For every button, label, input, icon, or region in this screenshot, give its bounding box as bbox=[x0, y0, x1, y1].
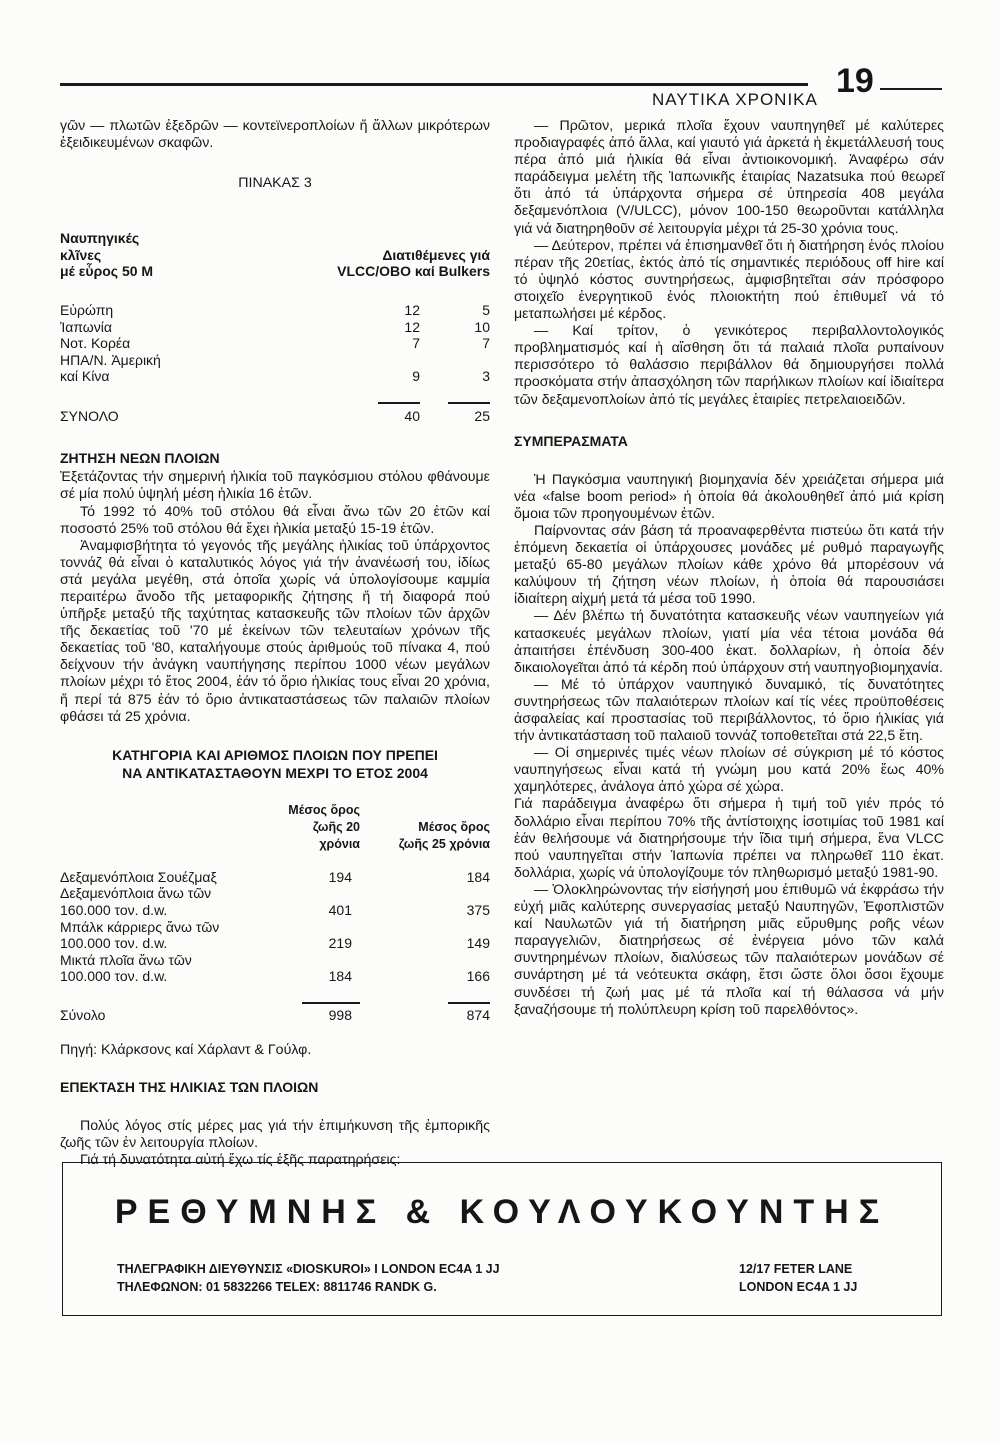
table-row: Μπάλκ κάρριερς ἄνω τῶν 100.000 τον. d.w. 219 149 bbox=[60, 918, 490, 952]
table3-header-col2: Διατιθέμενες γιά VLCC/OBO καί Bulkers bbox=[337, 246, 490, 280]
table-row: Νοτ. Κορέα 7 7 bbox=[60, 335, 490, 352]
extension-p1: Πολύς λόγος στίς μέρες μας γιά τήν ἐπιμήκυνση τῆς ἐμπορικῆς ζωῆς τῶν ἐν λειτουργία πλοίων. bbox=[60, 1118, 490, 1152]
table-row: Δεξαμενόπλοια Σουέζμαξ 194 184 bbox=[60, 868, 490, 885]
telegraphic-address: ΤΗΛΕΓΡΑΦΙΚΗ ΔΙΕΥΘΥΝΣΙΣ «DIOSKUROI» I LONDON EC4A 1 JJ bbox=[117, 1262, 500, 1276]
conclusions-p1: Ἡ Παγκόσμια ναυπηγική βιομηχανία δέν χρειάζεται σήμερα μιά νέα «false boom period» ἡ ὁποία θά ἀκολουθηθεῖ ἀπό μιά κρίση ὅμοια τῶν προηγουμένων ἐτῶν. bbox=[514, 471, 944, 522]
phone-telex: ΤΗΛΕΦΩΝΟΝ: 01 5832266 TELEX: 8811746 RANDK G. bbox=[117, 1280, 437, 1294]
conclusions-heading: ΣΥΜΠΕΡΑΣΜΑΤΑ bbox=[514, 432, 628, 449]
publication-title: ΝΑΥΤΙΚΑ ΧΡΟΝΙΚΑ bbox=[652, 90, 818, 109]
intro-paragraph: γῶν — πλωτῶν ἐξεδρῶν — κοντεϊνεροπλοίων ἤ ἄλλων μικρότερων ἐξειδικευμένων σκαφῶν. bbox=[60, 118, 490, 152]
sum-line bbox=[302, 1002, 360, 1004]
advertiser-name: ΡΕΘΥΜΝΗΣ & ΚΟΥΛΟΥΚΟΥΝΤΗΣ bbox=[114, 1193, 890, 1231]
page-number: 19 bbox=[836, 62, 874, 100]
street-address: 12/17 FETER LANE bbox=[739, 1262, 853, 1276]
right-p1: — Πρῶτον, μερικά πλοῖα ἔχουν ναυπηγηθεῖ μέ καλύτερες προδιαγραφές ἀπό ἄλλα, καί γιαυτό γιά ἀρκετά ἡ ἐκμετάλλευσή τους πέρα ἀπό μιά ἡλικία θά εἶναι ἀντιοικονομική. Ἀναφέρω σάν παράδειγμα μελέτη τῆς Ἰαπωνικῆς ἑταιρίας Nazatsuka πού θεωρεῖ ὅτι ἀπό τά ὑπάρχοντα σήμερα σέ ὑπηρεσία 408 μεγάλα δεξαμενόπλοια (V/ULCC), μόνον 100-150 θεωροῦνται κατάλληλα γιά νά διατηρηθοῦν σέ λειτουργία μέχρι τά 25-30 χρόνια τους. bbox=[514, 118, 944, 237]
right-column bbox=[514, 118, 944, 1019]
demand-p2: Τό 1992 τό 40% τοῦ στόλου θά εἶναι ἄνω τῶν 20 ἐτῶν καί ποσοστό 25% τοῦ στόλου θά ἔχει ἡλικία μεταξύ 15-19 ἐτῶν. bbox=[60, 503, 490, 537]
table4-source: Πηγή: Κλάρκσονς καί Χάρλαντ & Γούλφ. bbox=[60, 1042, 312, 1059]
table-row: Ἰαπωνία 12 10 bbox=[60, 318, 490, 335]
sum-line bbox=[448, 402, 490, 404]
total-row: ΣΥΝΟΛΟ 40 25 bbox=[60, 407, 490, 424]
conclusions-p5: — Οἱ σημερινές τιμές νέων πλοίων σέ σύγκριση μέ τό κόστος ναυπηγήσεως εἶναι κατά τή γνώμη μου κατά 20% ἕως 40% χαμηλότερες, ἀνάλογα ἀπό χώρα σέ χώρα. bbox=[514, 745, 944, 796]
right-p3: — Καί τρίτον, ὁ γενικότερος περιβαλλοντολογικός προβληματισμός καί ἡ αἴσθηση ὅτι τά παλαιά πλοῖα ρυπαίνουν περισσότερο τό θαλάσσιο περιβάλλον θά δημιουργήσει πολλά προσκόματα στήν ἀπασχόληση τῶν παρήλικων πλοίων καί ἰδιαίτερα τῶν δεξαμενοπλοίων ἀπό τίς μεγάλες ἑταιρίες πετρελαιοειδῶν. bbox=[514, 323, 944, 408]
table-row: Εὐρώπη 12 5 bbox=[60, 302, 490, 319]
table-row: Μικτά πλοῖα ἄνω τῶν 100.000 τον. d.w. 184 166 bbox=[60, 951, 490, 985]
table3-title: ΠΙΝΑΚΑΣ 3 bbox=[238, 175, 312, 192]
conclusions-p7: — Ὁλοκληρώνοντας τήν εἰσήγησή μου ἐπιθυμῶ νά ἐκφράσω τήν εὐχή μιᾶς καλύτερης συνεργασίας μεταξύ Ναυπηγῶν, Ἐφοπλιστῶν καί Ναυλωτῶν γιά τή διατήρηση μιᾶς εὔρυθμης ροῆς νέων παραγγελιῶν, διατηρήσεως σέ ἐνέργεια μόνο τῶν καλά συντηρημένων πλοίων, διαλύσεως τῶν παλαιότερων μονάδων σέ συνάρτηση μέ τά νεότευκτα σκάφη, ἔτσι ὥστε ὅλοι ὅσοι ἔχουμε συνδέσει τή ζωή μας μέ τά πλοῖα καί τή θάλασσα νά μήν ξαναζήσουμε τή πολύπλευρη κρίση τοῦ παρελθόντος». bbox=[514, 881, 944, 1018]
total-row: Σύνολο 998 874 bbox=[60, 1007, 490, 1024]
table-row: Δεξαμενόπλοια ἄνω τῶν 160.000 τον. d.w. 401 375 bbox=[60, 885, 490, 918]
conclusions-p6: Γιά παράδειγμα ἀναφέρω ὅτι σήμερα ἡ τιμή τοῦ γιέν πρός τό δολλάριο εἶναι περίπου 70% τῆς ἀντίστοιχης ἰσοτιμίας τοῦ 1981 καί ἐάν θελήσουμε νά διατηρήσουμε τήν ἴδια τιμή σήμερα, ἕνα VLCC πού ναυπηγεῖται στήν Ἰαπωνία πρέπει να πληρωθεῖ 110 ἑκατ. δολλάρια, χωρίς νά ὑπολογίζουμε τόν πληθωρισμό μεταξύ 1981-90. bbox=[514, 796, 944, 881]
extension-heading: ΕΠΕΚΤΑΣΗ ΤΗΣ ΗΛΙΚΙΑΣ ΤΩΝ ΠΛΟΙΩΝ bbox=[60, 1079, 319, 1096]
right-p2: — Δεύτερον, πρέπει νά ἐπισημανθεῖ ὅτι ἡ διατήρηση ἑνός πλοίου πέραν τῆς 20ετίας, ἐκτός ἀπό τίς σημαντικές περιόδους off hire καί τό ὑψηλό κόστος συντηρήσεως, ἀμφισβητεῖται σάν πρόσφορο στοιχεῖο ἐνεργητικοῦ ἑνός πλοιοκτήτη πού ἐπιθυμεῖ νά τό μεταπωλήσει μέ κέρδος. bbox=[514, 237, 944, 323]
advertisement-box bbox=[62, 1162, 942, 1316]
demand-p3: Ἀναμφισβήτητα τό γεγονός τῆς μεγάλης ἡλικίας τοῦ ὑπάρχοντος τοννάζ θά εἶναι ὁ καταλυτικός λόγος γιά τήν ἀνανέωσή του, ἰδίως στά μεγάλα μεγέθη, στά ὁποῖα χωρίς νά ὑπολογίσουμε καμμία περαιτέρω ἄνοδο τῆς μεταφορικῆς ζήτησης ἤ τή διαφορά πού ὑπῆρξε μεταξύ τῆς ταχύτητας κατασκευῆς τῶν πλοίων τῶν ἀρχῶν τῆς δεκαετίας τοῦ '70 μέ ἐκείνων τῶν τελευταίων χρόνων τῆς δεκαετίας τοῦ '80, καταλήγουμε στούς ἀριθμούς τοῦ πίνακα 4, πού δείχνουν τήν ἀνάγκη ναυπήγησης περίπου 1000 νέων μεγάλων πλοίων μέχρι τό ἔτος 2004, ἐάν τό ὅριο ἡλικίας τους εἶναι 20 χρόνια, ἤ περί τά 875 ἐάν τό ὅριο ἀντικαταστάσεως τῶν παλαιῶν πλοίων φθάσει τά 25 χρόνια. bbox=[60, 537, 490, 725]
sum-line bbox=[378, 402, 420, 404]
demand-heading: ΖΗΤΗΣΗ ΝΕΩΝ ΠΛΟΙΩΝ bbox=[60, 450, 220, 467]
table4 bbox=[60, 802, 490, 1024]
city-address: LONDON EC4A 1 JJ bbox=[739, 1280, 858, 1294]
conclusions-p4: — Μέ τό ὑπάρχον ναυπηγικό δυναμικό, τίς δυνατότητες συντηρήσεως τῶν παλαιότερων πλοίων καί τίς νέες προϋποθέσεις ἀσφαλείας καί προστασίας τοῦ περιβάλλοντος, τό ὅριο ἡλικίας γιά τήν ἀντικατάσταση τοῦ παλαιοῦ τοννάζ τοποθετεῖται στά 22,5 ἔτη. bbox=[514, 676, 944, 745]
conclusions-p3: — Δέν βλέπω τή δυνατότητα κατασκευῆς νέων ναυπηγείων γιά κατασκευές μεγάλων πλοίων, γιατί μία νέα τέτοια μονάδα θά ἀπαιτήσει ἐπένδυση 300-400 ἑκατ. δολλαρίων, ἡ ὁποία δέν δικαιολογεῖται ἀπό τά κέρδη πού ὑπάρχουν στή ναυπηγοβιομηχανία. bbox=[514, 608, 944, 676]
table4-title-line1: ΚΑΤΗΓΟΡΙΑ ΚΑΙ ΑΡΙΘΜΟΣ ΠΛΟΙΩΝ ΠΟΥ ΠΡΕΠΕΙ bbox=[112, 746, 438, 763]
table3 bbox=[60, 230, 490, 424]
header-rule-right bbox=[880, 88, 942, 90]
extension-p2: Γιά τή δυνατότητα αὐτή ἔχω τίς ἑξῆς παρατηρήσεις: bbox=[80, 1152, 401, 1169]
table4-col2-header: Μέσος ὅρος ζωῆς 25 χρόνια bbox=[398, 819, 490, 851]
demand-p1: Ἐξετάζοντας τήν σημερινή ἡλικία τοῦ παγκόσμιου στόλου φθάνουμε σέ μία πολύ ὑψηλή μέση ἡλικία 16 ἐτῶν. bbox=[60, 469, 490, 503]
header-rule bbox=[60, 83, 808, 86]
left-column bbox=[60, 118, 490, 1170]
table4-title-line2: ΝΑ ΑΝΤΙΚΑΤΑΣΤΑΘΟΥΝ ΜΕΧΡΙ ΤΟ ΕΤΟΣ 2004 bbox=[122, 764, 428, 781]
conclusions-p2: Παίρνοντας σάν βάση τά προαναφερθέντα πιστεύω ὅτι κατά τήν ἑπόμενη δεκαετία οἱ ὑπάρχουσες μονάδες μέ ρυθμό παραγωγῆς μεταξύ 65-80 μεγάλων πλοίων κάθε χρόνο θά μπορέσουν νά καλύψουν τή ζήτηση νέων πλοίων, ἡ ὁποία θά παρουσιάσει ἰδιαίτερη αἰχμή μετά τά μέσα τοῦ 1990. bbox=[514, 522, 944, 608]
table4-col1-header: Μέσος ὅρος ζωῆς 20 χρόνια bbox=[288, 802, 360, 851]
sum-line bbox=[448, 1002, 490, 1004]
table-row: ΗΠΑ/Ν. Ἀμερική καί Κίνα 9 3 bbox=[60, 351, 490, 385]
table3-header-col1: Ναυπηγικές κλῖνες μέ εὗρος 50 Μ bbox=[60, 230, 154, 280]
